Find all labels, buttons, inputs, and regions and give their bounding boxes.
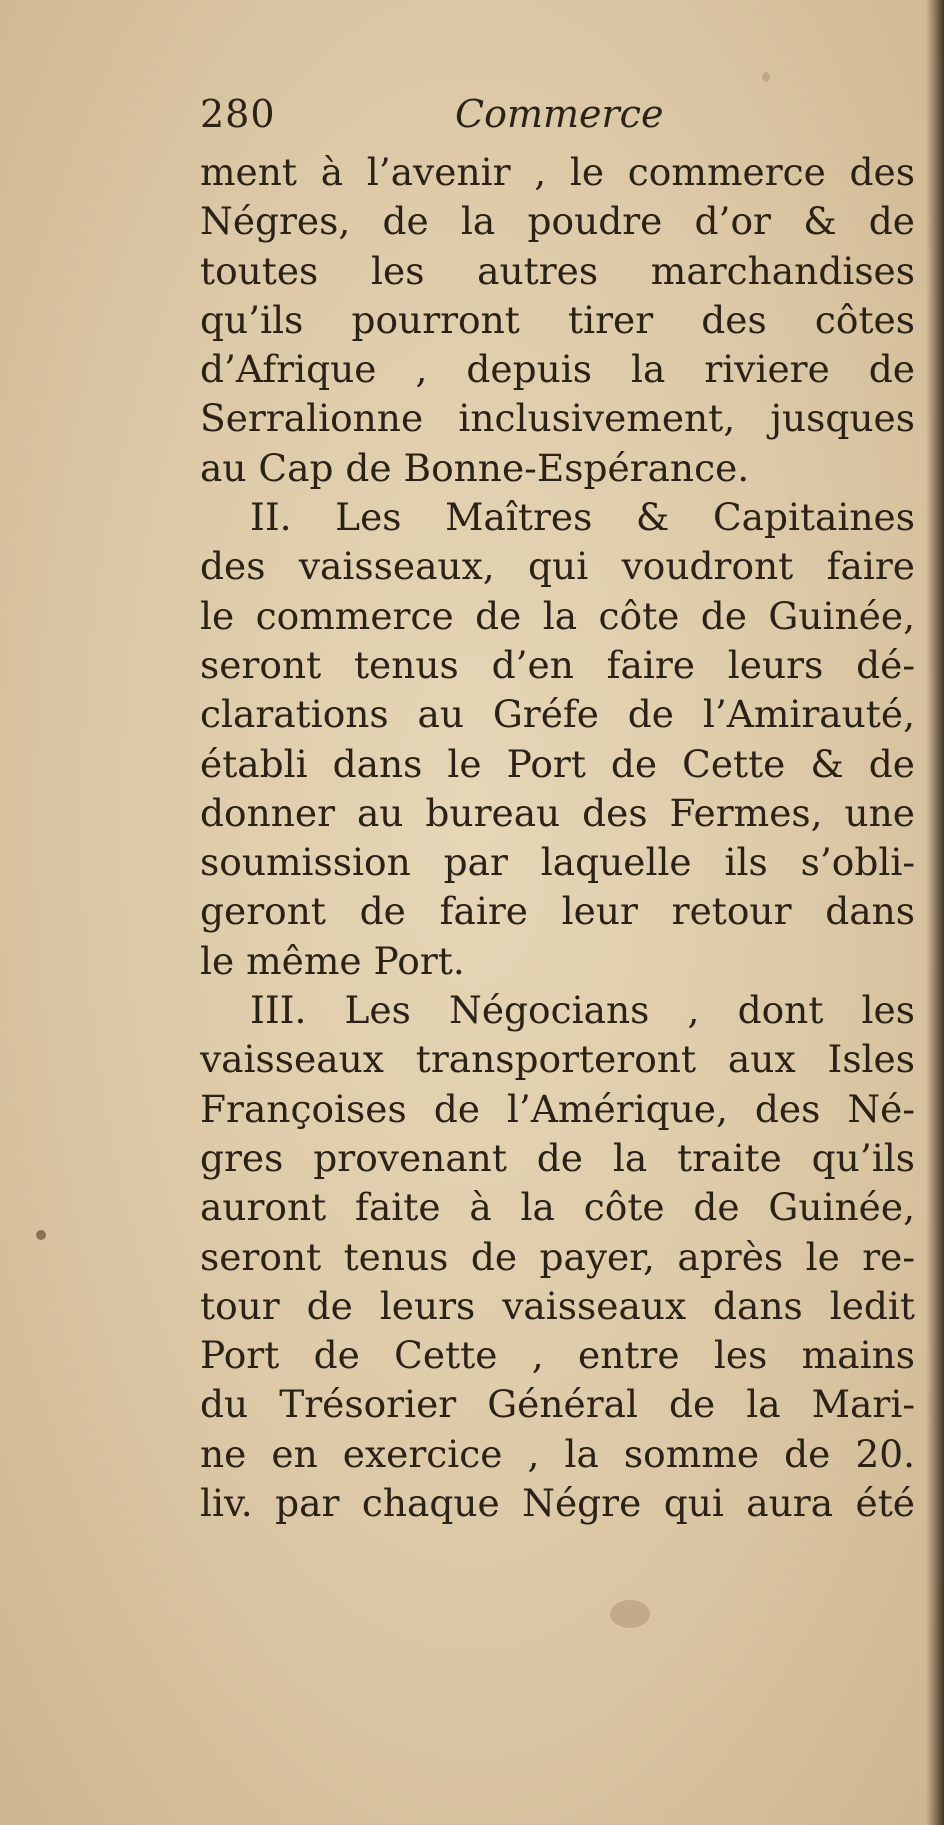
article-start-line: III. Les Négocians , dont les (250, 988, 915, 1033)
text-line: au Cap de Bonne-Espérance. (200, 445, 750, 490)
text-line: d’Afrique , depuis la riviere de (200, 347, 915, 392)
text-line: Négres, de la poudre d’or & de (200, 199, 915, 244)
text-line: ne en exercice , la somme de 20. (200, 1431, 915, 1476)
text-line: geront de faire leur retour dans (200, 889, 915, 934)
text-line: liv. par chaque Négre qui aura été (200, 1481, 915, 1526)
article-start-line: II. Les Maîtres & Capitaines (250, 495, 915, 540)
text-line: des vaisseaux, qui voudront faire (200, 544, 915, 589)
text-line: toutes les autres marchandises (200, 248, 915, 293)
foxing-spot (36, 1230, 46, 1240)
text-line: ment à l’avenir , le commerce des (200, 150, 915, 194)
binding-edge (926, 0, 944, 1825)
text-line: Françoises de l’Amérique, des Né- (200, 1086, 915, 1131)
text-line: seront tenus d’en faire leurs dé- (200, 642, 915, 687)
text-line: gres provenant de la traite qu’ils (200, 1135, 915, 1180)
text-line: auront faite à la côte de Guinée, (200, 1185, 915, 1230)
text-line: donner au bureau des Fermes, une (200, 790, 915, 835)
foxing-spot (610, 1600, 650, 1628)
page-number: 280 (200, 92, 276, 136)
text-line: le commerce de la côte de Guinée, (200, 593, 915, 638)
text-line: clarations au Gréfe de l’Amirauté, (200, 692, 915, 737)
text-line: le même Port. (200, 938, 465, 983)
text-line: du Trésorier Général de la Mari- (200, 1382, 915, 1427)
foxing-spot (762, 72, 770, 82)
text-line: vaisseaux transporteront aux Isles (200, 1037, 915, 1082)
text-line: Serralionne inclusivement, jusques (200, 396, 915, 441)
text-line: tour de leurs vaisseaux dans ledit (200, 1283, 915, 1328)
text-line: Port de Cette , entre les mains (200, 1333, 915, 1378)
page-header (200, 92, 900, 142)
text-line: établi dans le Port de Cette & de (200, 741, 915, 786)
body-text (200, 148, 915, 1528)
text-line: soumission par laquelle ils s’obli- (200, 840, 915, 885)
running-head: Commerce (455, 92, 664, 136)
text-line: seront tenus de payer, après le re- (200, 1234, 915, 1279)
text-line: qu’ils pourront tirer des côtes (200, 297, 915, 342)
